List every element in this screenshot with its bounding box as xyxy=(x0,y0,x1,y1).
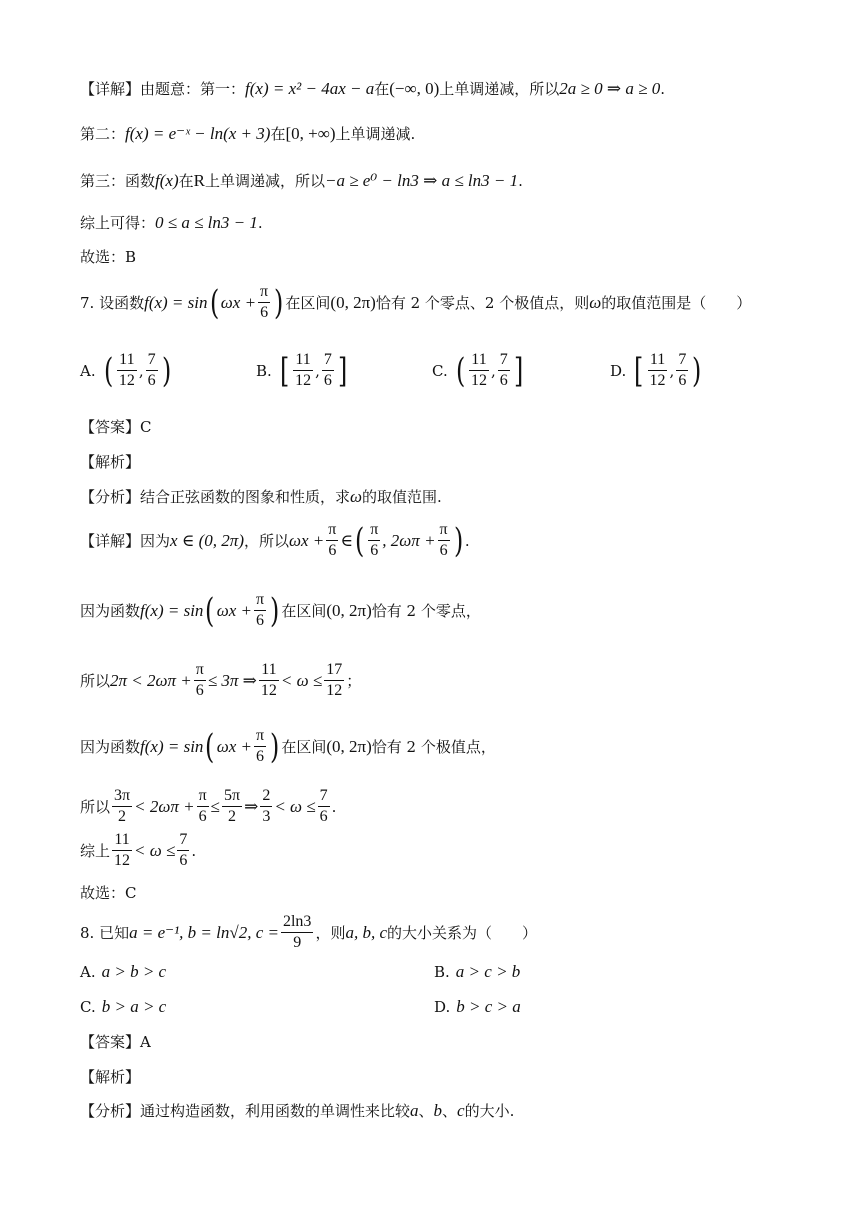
math-expr: ≤ xyxy=(210,796,220,816)
paren-right: ) xyxy=(453,520,463,561)
text: 的大小关系为（ ） xyxy=(387,924,538,942)
fraction xyxy=(194,662,206,699)
text: . xyxy=(191,841,197,860)
q7-zeros-line xyxy=(80,592,481,629)
q7-fenxi xyxy=(80,486,442,507)
fraction xyxy=(326,522,338,559)
fraction xyxy=(260,788,272,825)
math-expr: c xyxy=(457,1100,465,1120)
q8-analysis xyxy=(80,1066,140,1087)
text: ； xyxy=(346,672,362,690)
text: 所以 xyxy=(80,798,111,816)
paren-right: ) xyxy=(270,590,280,631)
denominator: 6 xyxy=(439,542,448,559)
option-label: C. xyxy=(80,998,96,1016)
math-expr: a > c > b xyxy=(455,962,521,981)
text: 故选：C xyxy=(80,884,137,902)
denominator: 6 xyxy=(328,542,337,559)
q8-option-c[interactable] xyxy=(80,997,166,1017)
math-expr: R xyxy=(193,170,205,190)
option-d[interactable]: D. [ $\frac{11}{12}$ , $\frac{7}{6}$ ) xyxy=(610,350,702,391)
math-expr: < ω ≤ xyxy=(134,840,176,860)
denominator: 12 xyxy=(114,852,131,869)
text: 因为函数 xyxy=(80,602,141,620)
numerator: 11 xyxy=(293,352,312,371)
fraction xyxy=(112,788,132,825)
math-expr: ωx + xyxy=(289,530,325,550)
fraction xyxy=(258,284,270,321)
denominator: 12 xyxy=(470,372,487,389)
paren-left: ( xyxy=(205,726,215,767)
text: 所以 xyxy=(80,672,111,690)
fraction xyxy=(254,592,266,629)
math-expr: (0, 2π) xyxy=(330,292,376,312)
fraction xyxy=(318,788,330,825)
q8-stem xyxy=(80,914,537,951)
math-expr: f(x) = sin xyxy=(144,292,208,312)
math-expr: f(x) = sin xyxy=(140,736,204,756)
math-expr: ≤ 3π ⇒ xyxy=(207,670,257,690)
fraction xyxy=(469,352,489,389)
math-expr: a xyxy=(410,1100,419,1120)
option-label: D. xyxy=(434,998,451,1016)
bracket-left: ( xyxy=(455,350,465,391)
math-expr: b xyxy=(433,1100,443,1120)
text: 【分析】通过构造函数，利用函数的单调性来比较 xyxy=(80,1102,411,1120)
fraction xyxy=(222,788,242,825)
text: 上单调递减，所以 xyxy=(439,80,560,98)
q7-extreme-line xyxy=(80,728,496,765)
math-expr: x ∈ (0, 2π) xyxy=(170,530,244,550)
denominator: 12 xyxy=(326,682,343,699)
numerator: 5π xyxy=(222,788,242,807)
math-expr: (0, 2π) xyxy=(326,736,372,756)
q6-second-line xyxy=(80,123,415,144)
bracket-right: ) xyxy=(692,350,702,391)
math-expr: ⇒ xyxy=(244,796,259,816)
numerator: π xyxy=(197,788,209,807)
numerator: 3π xyxy=(112,788,132,807)
fraction xyxy=(281,914,313,951)
q7-conclusion xyxy=(80,832,196,869)
text: 综上 xyxy=(80,842,111,860)
text: 上单调递减. xyxy=(335,125,416,143)
option-a[interactable]: A. ( $\frac{11}{12}$ , $\frac{7}{6}$ ) xyxy=(80,350,171,391)
math-expr: f(x) xyxy=(155,170,179,190)
text: . xyxy=(464,531,470,550)
option-label: D. xyxy=(610,361,627,380)
text: 在 xyxy=(374,80,390,98)
numerator: 7 xyxy=(146,352,158,371)
numerator: π xyxy=(258,284,270,303)
math-expr: < 2ωπ + xyxy=(134,796,195,816)
paren-left: ( xyxy=(209,282,219,323)
fraction xyxy=(197,788,209,825)
answer-text: 【答案】C xyxy=(80,418,152,436)
q6-summary-line xyxy=(80,212,263,233)
numerator: 11 xyxy=(259,662,278,681)
text: ，则 xyxy=(315,924,346,942)
math-expr: (0, 2π) xyxy=(326,600,372,620)
option-label: A. xyxy=(80,963,96,981)
denominator: 12 xyxy=(295,372,312,389)
bracket-left: [ xyxy=(279,350,290,391)
q6-choose-line xyxy=(80,246,136,267)
text: 恰有 2 个零点， xyxy=(371,602,481,620)
denominator: 6 xyxy=(256,612,264,629)
math-expr: f(x) = x² − 4ax − a xyxy=(245,78,375,98)
denominator: 6 xyxy=(499,372,508,389)
text: 、 xyxy=(418,1102,434,1120)
numerator: 17 xyxy=(324,662,344,681)
denominator: 6 xyxy=(678,372,687,389)
denominator: 6 xyxy=(260,304,269,321)
math-expr: (−∞, 0) xyxy=(389,78,440,98)
text: 的取值范围. xyxy=(362,488,442,506)
math-expr: a > b > c xyxy=(101,962,167,981)
numerator: 11 xyxy=(648,352,667,371)
math-expr: ∈ xyxy=(340,530,353,550)
math-expr: ωx + xyxy=(216,600,252,620)
analysis-tag: 【解析】 xyxy=(80,1068,141,1086)
q8-option-a[interactable] xyxy=(80,962,166,982)
text: 【详解】因为 xyxy=(80,532,171,550)
fraction xyxy=(368,522,380,559)
denominator: 6 xyxy=(319,808,328,825)
text: . xyxy=(257,213,263,232)
numerator: π xyxy=(368,522,380,541)
math-expr: < ω ≤ xyxy=(274,796,316,816)
math-expr: 2a ≥ 0 ⇒ a ≥ 0 xyxy=(559,78,661,98)
analysis-tag: 【解析】 xyxy=(80,453,141,471)
q6-detail-line xyxy=(80,78,665,99)
denominator: 12 xyxy=(118,372,135,389)
question-number: 7. 设函数 xyxy=(80,294,145,312)
answer-text: 【答案】A xyxy=(80,1033,151,1051)
q7-so1-line xyxy=(80,662,361,699)
math-expr: f(x) = sin xyxy=(140,600,204,620)
numerator: 7 xyxy=(498,352,510,371)
bracket-right: ) xyxy=(161,350,171,391)
q8-fenxi xyxy=(80,1100,514,1121)
paren-left: ( xyxy=(354,520,365,561)
q8-option-d[interactable] xyxy=(434,997,521,1017)
q7-so2-line xyxy=(80,788,336,825)
text: 在 xyxy=(270,125,286,143)
denominator: 6 xyxy=(198,808,207,825)
math-expr: 0 ≤ a ≤ ln3 − 1 xyxy=(155,212,258,232)
denominator: 3 xyxy=(262,808,271,825)
numerator: 11 xyxy=(469,352,488,371)
denominator: 2 xyxy=(118,808,127,825)
text: 恰有 2 个零点、2 个极值点，则 xyxy=(375,294,590,312)
denominator: 12 xyxy=(649,372,666,389)
text: 上单调递减，所以 xyxy=(204,172,325,190)
text: 由题意：第一： xyxy=(140,80,246,98)
denominator: 2 xyxy=(228,808,237,825)
denominator: 6 xyxy=(195,682,204,699)
math-expr: , 2ωπ + xyxy=(382,530,436,550)
q7-stem xyxy=(80,284,751,321)
text: . xyxy=(331,797,337,816)
denominator: 6 xyxy=(370,542,379,559)
bracket-left: [ xyxy=(634,350,644,391)
text: 综上可得： xyxy=(80,214,156,232)
text: 、 xyxy=(442,1102,458,1120)
math-expr: ωx + xyxy=(216,736,252,756)
numerator: π xyxy=(438,522,450,541)
numerator: 2 xyxy=(260,788,272,807)
math-expr: f(x) = e⁻ˣ − ln(x + 3) xyxy=(125,123,271,143)
text: 在区间 xyxy=(281,738,327,756)
q7-analysis xyxy=(80,451,140,472)
option-b[interactable]: B. [ $\frac{11}{12}$ , $\frac{7}{6}$ ] xyxy=(256,350,348,391)
math-expr: b > c > a xyxy=(456,997,521,1016)
denominator: 6 xyxy=(179,852,188,869)
numerator: π xyxy=(254,728,266,747)
numerator: π xyxy=(254,592,266,611)
fraction xyxy=(322,352,334,389)
math-expr: a = e⁻¹, b = ln√2, c = xyxy=(129,922,279,942)
math-expr: b > a > c xyxy=(101,997,167,1016)
q6-third-line xyxy=(80,170,523,191)
q8-answer xyxy=(80,1031,151,1052)
denominator: 6 xyxy=(323,372,332,389)
fraction xyxy=(254,728,266,765)
text: 在区间 xyxy=(285,294,331,312)
math-expr: −a ≥ e⁰ − ln3 ⇒ a ≤ ln3 − 1 xyxy=(324,170,519,190)
paren-right: ) xyxy=(270,726,280,767)
bracket-right: ] xyxy=(337,350,348,391)
fraction xyxy=(112,832,132,869)
fraction xyxy=(177,832,189,869)
numerator: π xyxy=(326,522,338,541)
denominator: 6 xyxy=(147,372,156,389)
fraction xyxy=(648,352,668,389)
q7-choose xyxy=(80,882,136,903)
text: . xyxy=(660,79,665,98)
text: . xyxy=(518,171,523,190)
detail-tag: 【详解】 xyxy=(80,80,141,98)
numerator: 7 xyxy=(318,788,330,807)
text: 【分析】结合正弦函数的图象和性质，求 xyxy=(80,488,351,506)
fraction xyxy=(324,662,344,699)
numerator: 7 xyxy=(676,352,688,371)
paren-right: ) xyxy=(274,282,284,323)
denominator: 12 xyxy=(260,682,277,699)
numerator: 11 xyxy=(117,352,136,371)
option-label: B. xyxy=(256,361,272,380)
option-label: A. xyxy=(80,361,96,380)
text: ，所以 xyxy=(243,532,289,550)
text: 因为函数 xyxy=(80,738,141,756)
numerator: 7 xyxy=(322,352,334,371)
numerator: 11 xyxy=(112,832,131,851)
math-expr: ω xyxy=(589,292,602,312)
q7-detail xyxy=(80,522,470,559)
text: 的取值范围是（ ） xyxy=(601,294,752,312)
numerator: π xyxy=(194,662,206,681)
math-expr: a, b, c xyxy=(345,922,387,942)
text: 故选：B xyxy=(80,248,137,266)
paren-left: ( xyxy=(205,590,215,631)
math-expr: ωx + xyxy=(220,292,257,312)
numerator: 7 xyxy=(177,832,189,851)
math-expr: [0, +∞) xyxy=(285,123,336,143)
fraction xyxy=(117,352,137,389)
math-expr: < ω ≤ xyxy=(280,670,323,690)
denominator: 9 xyxy=(293,934,302,951)
fraction xyxy=(146,352,158,389)
text: 第三：函数 xyxy=(80,172,156,190)
question-number: 8. 已知 xyxy=(80,924,130,942)
bracket-left: ( xyxy=(103,350,113,391)
option-c[interactable]: C. ( $\frac{11}{12}$ , $\frac{7}{6}$ ] xyxy=(432,350,524,391)
text: 恰有 2 个极值点， xyxy=(371,738,496,756)
text: 第二： xyxy=(80,125,126,143)
q7-answer xyxy=(80,416,151,437)
fraction xyxy=(676,352,688,389)
option-label: C. xyxy=(432,361,448,380)
q8-option-b[interactable] xyxy=(434,962,520,982)
numerator: 2ln3 xyxy=(281,914,313,933)
math-expr: ω xyxy=(350,486,363,506)
option-label: B. xyxy=(434,963,450,981)
fraction xyxy=(498,352,510,389)
fraction xyxy=(259,662,279,699)
text: 在区间 xyxy=(281,602,327,620)
fraction xyxy=(293,352,313,389)
text: 在 xyxy=(178,172,194,190)
math-expr: 2π < 2ωπ + xyxy=(110,670,192,690)
denominator: 6 xyxy=(256,748,264,765)
bracket-right: ] xyxy=(513,350,524,391)
text: 的大小. xyxy=(464,1102,515,1120)
fraction xyxy=(438,522,450,559)
